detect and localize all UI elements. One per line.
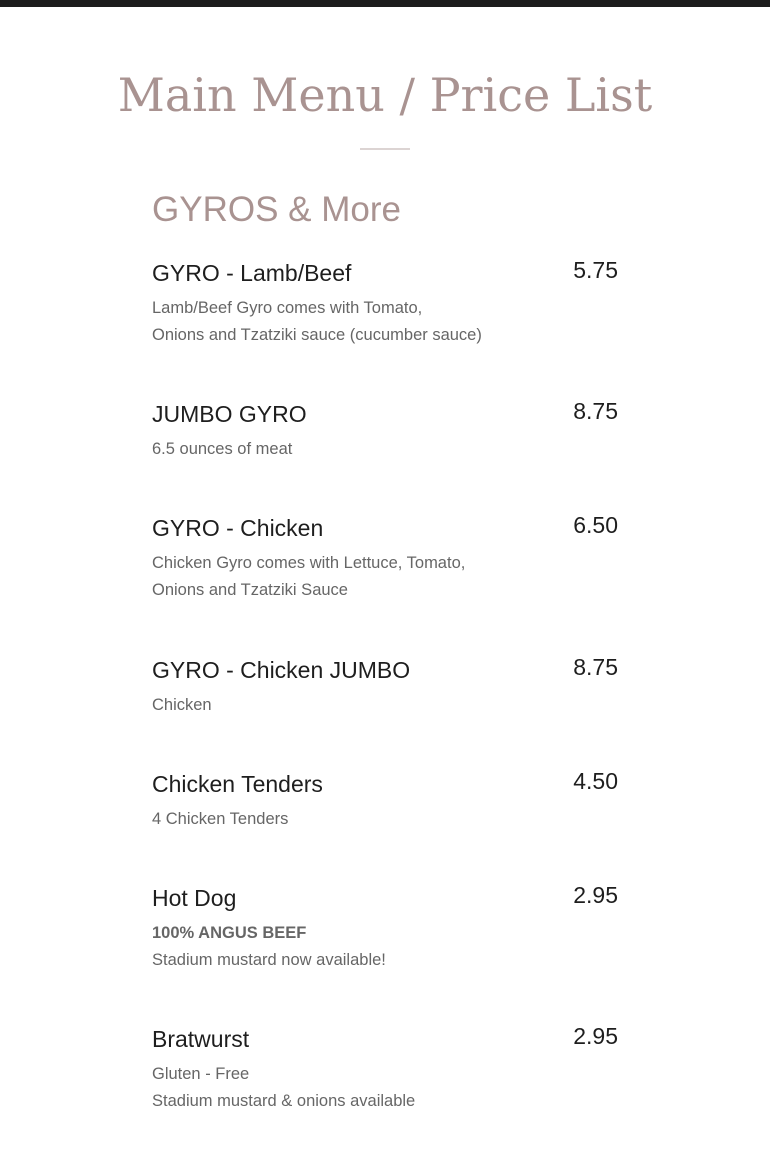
item-description-line: 6.5 ounces of meat [152, 440, 293, 458]
item-description-line: 4 Chicken Tenders [152, 810, 289, 828]
item-price: 8.75 [573, 398, 618, 424]
item-name: Chicken Tenders [152, 771, 323, 797]
item-description-line: Lamb/Beef Gyro comes with Tomato, [152, 299, 423, 317]
item-description-line: Chicken Gyro comes with Lettuce, Tomato, [152, 554, 466, 572]
item-name: JUMBO GYRO [152, 401, 307, 427]
item-name: Hot Dog [152, 885, 237, 911]
item-name: GYRO - Lamb/Beef [152, 260, 352, 286]
section-title: GYROS & More [152, 190, 401, 229]
title-divider [360, 148, 410, 150]
item-description-line: Stadium mustard & onions available [152, 1092, 416, 1110]
item-description [152, 692, 492, 719]
item-description [152, 1061, 492, 1115]
item-description-line: Gluten - Free [152, 1065, 250, 1083]
item-description [152, 436, 492, 463]
page-title: Main Menu / Price List [117, 68, 653, 122]
item-price: 2.95 [573, 882, 618, 908]
item-description-line: Chicken [152, 696, 212, 714]
item-name: Bratwurst [152, 1026, 250, 1052]
item-description-bold-line: 100% ANGUS BEEF [152, 924, 307, 942]
item-description [152, 806, 492, 833]
item-description-line: Onions and Tzatziki Sauce [152, 581, 348, 599]
top-bar [0, 0, 770, 7]
item-description [152, 550, 492, 604]
item-price: 2.95 [573, 1023, 618, 1049]
item-description-line: Onions and Tzatziki sauce (cucumber sauce) [152, 326, 482, 344]
item-price: 6.50 [573, 512, 618, 538]
item-description [152, 920, 492, 974]
item-price: 8.75 [573, 654, 618, 680]
item-price: 4.50 [573, 768, 618, 794]
item-description-line: Stadium mustard now available! [152, 951, 386, 969]
item-name: GYRO - Chicken [152, 515, 324, 541]
item-name: GYRO - Chicken JUMBO [152, 657, 411, 683]
item-price: 5.75 [573, 257, 618, 283]
item-description [152, 295, 492, 349]
